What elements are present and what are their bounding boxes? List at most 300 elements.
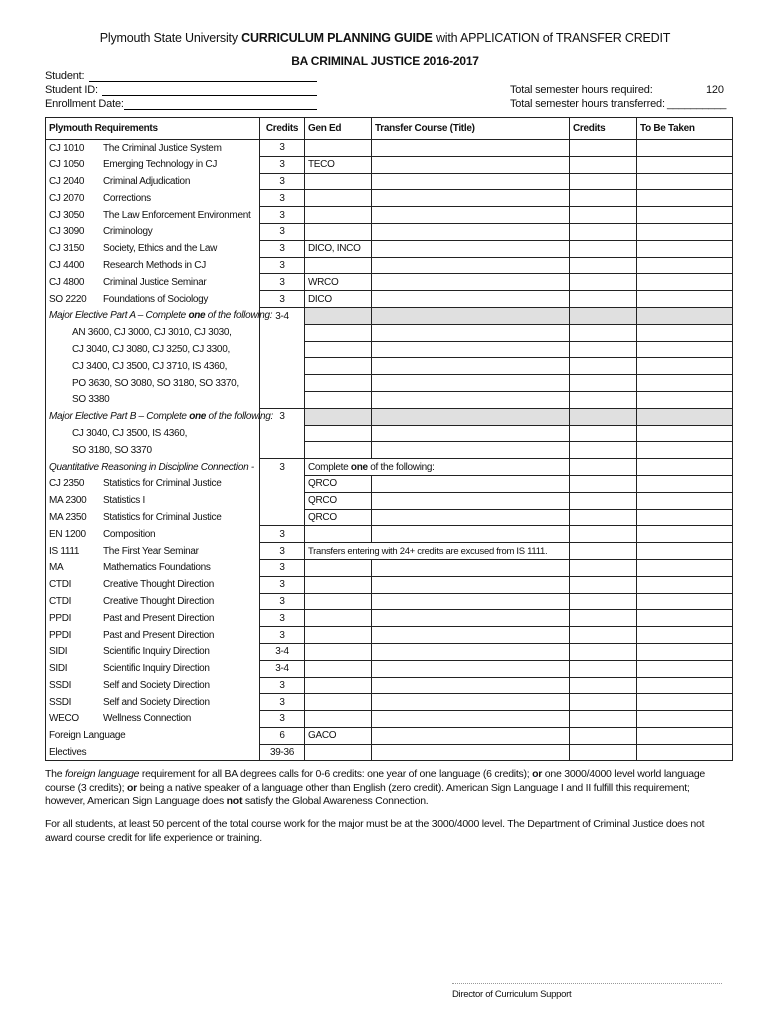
course-code: CTDI	[49, 579, 72, 591]
course-title: Self and Society Direction	[103, 696, 210, 708]
transfer-credits-cell[interactable]	[570, 375, 637, 392]
to-be-taken-cell[interactable]	[637, 358, 733, 375]
credits-cell	[260, 341, 305, 358]
qr-note-cell	[305, 459, 570, 476]
gen-ed-cell: QRCO	[305, 492, 372, 509]
to-be-taken-cell[interactable]	[637, 677, 733, 694]
credits-cell	[260, 358, 305, 375]
elective-options-cell: CJ 3400, CJ 3500, CJ 3710, IS 4360,	[46, 358, 260, 375]
credits-cell: 3	[260, 207, 305, 224]
transfer-credits-cell[interactable]	[570, 711, 637, 728]
gen-ed-cell	[305, 677, 372, 694]
transfer-course-cell[interactable]	[372, 475, 570, 492]
transfer-course-cell[interactable]	[372, 240, 570, 257]
course-code: SSDI	[49, 696, 72, 708]
credits-cell	[260, 509, 305, 526]
qr-label-cell: Quantitative Reasoning in Discipline Connection -	[46, 459, 260, 476]
transfer-course-cell[interactable]	[372, 257, 570, 274]
to-be-taken-cell[interactable]	[637, 156, 733, 173]
table-row	[46, 459, 733, 476]
requirement-cell	[46, 610, 260, 627]
transfer-credits-cell[interactable]	[570, 391, 637, 408]
requirement-cell	[46, 207, 260, 224]
gen-ed-cell	[305, 593, 372, 610]
transfer-credits-cell[interactable]	[570, 475, 637, 492]
to-be-taken-cell[interactable]	[637, 341, 733, 358]
credits-cell: 3-4	[260, 643, 305, 660]
course-title: Scientific Inquiry Direction	[103, 646, 210, 658]
gen-ed-cell: GACO	[305, 727, 372, 744]
requirement-cell	[46, 526, 260, 543]
to-be-taken-cell[interactable]	[637, 190, 733, 207]
transfer-credits-cell[interactable]	[570, 442, 637, 459]
course-code: IS 1111	[49, 545, 80, 557]
gen-ed-cell	[305, 408, 372, 425]
course-code: CJ 3150	[49, 243, 85, 255]
credits-cell: 3	[260, 593, 305, 610]
transfer-course-cell[interactable]	[372, 324, 570, 341]
transfer-credits-cell[interactable]	[570, 274, 637, 291]
to-be-taken-cell[interactable]	[637, 240, 733, 257]
student-id-label: Student ID:	[45, 84, 98, 96]
course-title: Society, Ethics and the Law	[103, 243, 218, 255]
course-title: Criminal Justice Seminar	[103, 276, 207, 288]
elective-label-cell	[46, 307, 273, 324]
qr-note-bold: one	[350, 461, 368, 473]
course-code: SSDI	[49, 679, 72, 691]
course-title: Statistics for Criminal Justice	[103, 478, 222, 490]
course-title: Past and Present Direction	[103, 612, 215, 624]
to-be-taken-cell[interactable]	[637, 425, 733, 442]
transfer-course-cell[interactable]	[372, 391, 570, 408]
table-row	[46, 425, 733, 442]
requirement-cell	[46, 509, 260, 526]
elective-label-cell	[46, 408, 273, 425]
to-be-taken-cell	[637, 307, 733, 324]
elective-label: Major Elective Part A	[49, 310, 136, 322]
table-row	[46, 643, 733, 660]
transfer-course-cell[interactable]	[372, 190, 570, 207]
course-title: The First Year Seminar	[103, 545, 199, 557]
credits-cell	[260, 475, 305, 492]
to-be-taken-cell[interactable]	[637, 660, 733, 677]
course-title: Creative Thought Direction	[103, 595, 214, 607]
col-header-requirements: Plymouth Requirements	[46, 118, 260, 140]
transfer-credits-cell	[570, 307, 637, 324]
transfer-credits-cell[interactable]	[570, 576, 637, 593]
to-be-taken-cell[interactable]	[637, 627, 733, 644]
student-field[interactable]	[89, 81, 317, 82]
credits-cell: 3	[260, 223, 305, 240]
student-id-field[interactable]	[102, 95, 317, 96]
to-be-taken-cell[interactable]	[637, 643, 733, 660]
col-header-gen-ed: Gen Ed	[305, 118, 372, 140]
gen-ed-cell	[305, 694, 372, 711]
credits-cell: 3	[260, 543, 305, 560]
transfer-course-cell[interactable]	[372, 341, 570, 358]
transfer-credits-cell	[570, 408, 637, 425]
to-be-taken-cell[interactable]	[637, 223, 733, 240]
to-be-taken-cell[interactable]	[637, 442, 733, 459]
table-row	[46, 593, 733, 610]
requirement-cell	[46, 492, 260, 509]
table-row	[46, 341, 733, 358]
elective-label: – Complete	[136, 411, 190, 423]
elective-label-bold: one	[188, 310, 206, 322]
gen-ed-cell	[305, 660, 372, 677]
table-row	[46, 391, 733, 408]
transfer-credits-cell[interactable]	[570, 425, 637, 442]
elective-label: of the following:	[205, 310, 273, 322]
gen-ed-cell	[305, 526, 372, 543]
course-title: Emerging Technology in CJ	[103, 159, 218, 171]
gen-ed-cell	[305, 711, 372, 728]
to-be-taken-cell[interactable]	[637, 711, 733, 728]
transfer-credits-cell[interactable]	[570, 173, 637, 190]
table-row	[46, 156, 733, 173]
to-be-taken-cell[interactable]	[637, 576, 733, 593]
to-be-taken-cell[interactable]	[637, 274, 733, 291]
transfer-credits-cell[interactable]	[570, 559, 637, 576]
credits-cell: 3	[260, 459, 305, 476]
course-title: Creative Thought Direction	[103, 579, 214, 591]
hours-required-value: 120	[706, 84, 724, 96]
gen-ed-cell	[305, 190, 372, 207]
table-row	[46, 375, 733, 392]
requirement-cell	[46, 576, 260, 593]
col-header-transfer-credits: Credits	[570, 118, 637, 140]
elective-options-cell: SO 3380	[46, 391, 260, 408]
qr-note: of the following:	[367, 461, 435, 473]
course-code: CJ 1010	[49, 142, 85, 154]
elective-options-cell: CJ 3040, CJ 3080, CJ 3250, CJ 3300,	[46, 341, 260, 358]
requirement-cell	[46, 643, 260, 660]
table-row	[46, 442, 733, 459]
to-be-taken-cell[interactable]	[637, 593, 733, 610]
transfer-credits-cell[interactable]	[570, 156, 637, 173]
transfer-course-cell[interactable]	[372, 274, 570, 291]
transfer-credits-cell[interactable]	[570, 190, 637, 207]
to-be-taken-cell[interactable]	[637, 391, 733, 408]
credits-cell: 3	[260, 711, 305, 728]
transfer-credits-cell[interactable]	[570, 744, 637, 761]
course-title: Research Methods in CJ	[103, 259, 206, 271]
requirement-cell	[46, 190, 260, 207]
to-be-taken-cell[interactable]	[637, 375, 733, 392]
to-be-taken-cell[interactable]	[637, 559, 733, 576]
requirement-cell	[46, 711, 260, 728]
transfer-course-cell[interactable]	[372, 727, 570, 744]
requirement-cell	[46, 257, 260, 274]
table-header-row	[46, 118, 733, 140]
table-row	[46, 711, 733, 728]
table-row	[46, 257, 733, 274]
transfer-course-cell[interactable]	[372, 643, 570, 660]
to-be-taken-cell[interactable]	[637, 543, 733, 560]
table-row	[46, 727, 733, 744]
table-row	[46, 173, 733, 190]
credits-cell: 3	[260, 173, 305, 190]
course-title: Mathematics Foundations	[103, 562, 211, 574]
table-row	[46, 358, 733, 375]
requirement-cell	[46, 475, 260, 492]
transfer-credits-cell[interactable]	[570, 526, 637, 543]
elective-label: Major Elective Part B	[49, 411, 137, 423]
transfer-course-cell[interactable]	[372, 593, 570, 610]
course-title: Statistics I	[103, 495, 145, 507]
credits-cell: 3	[260, 257, 305, 274]
note-text-bold: or	[126, 781, 137, 794]
table-row	[46, 627, 733, 644]
transfer-course-cell	[372, 307, 570, 324]
transfer-course-cell[interactable]	[372, 559, 570, 576]
requirement-cell	[46, 660, 260, 677]
credits-cell: 3	[260, 526, 305, 543]
requirement-cell	[46, 593, 260, 610]
table-row	[46, 694, 733, 711]
transfer-credits-cell[interactable]	[570, 324, 637, 341]
transfer-course-cell[interactable]	[372, 610, 570, 627]
transfer-course-cell[interactable]	[372, 375, 570, 392]
elective-label-bold: one	[189, 411, 207, 423]
title-post: with APPLICATION of TRANSFER CREDIT	[432, 31, 671, 45]
qr-note: Complete	[308, 461, 351, 473]
credits-cell: 3	[260, 627, 305, 644]
to-be-taken-cell[interactable]	[637, 610, 733, 627]
course-code: PPDI	[49, 629, 72, 641]
transfer-credits-cell[interactable]	[570, 610, 637, 627]
requirement-cell	[46, 173, 260, 190]
transfer-course-cell[interactable]	[372, 526, 570, 543]
gen-ed-cell	[305, 442, 372, 459]
gen-ed-cell	[305, 207, 372, 224]
transfer-course-cell[interactable]	[372, 140, 570, 157]
gen-ed-cell	[305, 559, 372, 576]
to-be-taken-cell[interactable]	[637, 744, 733, 761]
table-row	[46, 509, 733, 526]
to-be-taken-cell[interactable]	[637, 207, 733, 224]
table-row	[46, 559, 733, 576]
gen-ed-cell	[305, 744, 372, 761]
gen-ed-cell	[305, 576, 372, 593]
course-code: CJ 2350	[49, 478, 85, 490]
requirement-cell	[46, 223, 260, 240]
transfer-credits-cell[interactable]	[570, 694, 637, 711]
requirement-cell	[46, 627, 260, 644]
table-row	[46, 190, 733, 207]
transfer-credits-cell[interactable]	[570, 627, 637, 644]
transfer-course-cell	[372, 408, 570, 425]
transfer-credits-cell[interactable]	[570, 240, 637, 257]
to-be-taken-cell	[637, 408, 733, 425]
credits-cell: 3	[260, 140, 305, 157]
course-code: MA 2350	[49, 511, 87, 523]
hours-transferred-field[interactable]: __________	[667, 98, 727, 110]
course-code: CTDI	[49, 595, 72, 607]
transfer-credits-cell[interactable]	[570, 223, 637, 240]
title-bold: CURRICULUM PLANNING GUIDE	[241, 31, 433, 45]
document-title	[0, 31, 770, 45]
requirement-cell	[46, 694, 260, 711]
course-title: The Law Enforcement Environment	[103, 209, 251, 221]
to-be-taken-cell[interactable]	[637, 257, 733, 274]
transfer-course-cell[interactable]	[372, 358, 570, 375]
credits-cell: 3	[260, 240, 305, 257]
transfer-credits-cell[interactable]	[570, 358, 637, 375]
elective-options-cell: PO 3630, SO 3080, SO 3180, SO 3370,	[46, 375, 260, 392]
col-header-to-be-taken: To Be Taken	[637, 118, 733, 140]
table-row	[46, 526, 733, 543]
program-title: BA CRIMINAL JUSTICE 2016-2017	[291, 54, 479, 68]
course-title: Statistics for Criminal Justice	[103, 511, 222, 523]
course-title: Past and Present Direction	[103, 629, 215, 641]
enrollment-date-field[interactable]	[124, 109, 317, 110]
transfer-credits-cell[interactable]	[570, 543, 637, 560]
credits-cell	[260, 492, 305, 509]
transfer-credits-cell[interactable]	[570, 509, 637, 526]
transfer-credits-cell[interactable]	[570, 257, 637, 274]
credits-cell	[260, 425, 305, 442]
table-row	[46, 307, 733, 324]
credits-cell: 3	[260, 677, 305, 694]
transfer-credits-cell[interactable]	[570, 492, 637, 509]
hours-required-label: Total semester hours required:	[510, 84, 653, 96]
transfer-credits-cell[interactable]	[570, 291, 637, 308]
student-label: Student:	[45, 70, 85, 82]
transfer-credits-cell[interactable]	[570, 660, 637, 677]
signature-line	[452, 983, 722, 984]
gen-ed-cell: DICO	[305, 291, 372, 308]
title-pre: Plymouth State University	[99, 31, 242, 45]
transfer-course-cell[interactable]	[372, 694, 570, 711]
gen-ed-note-cell: Transfers entering with 24+ credits are excused from IS 1111.	[305, 543, 570, 560]
credits-cell: 3	[260, 610, 305, 627]
table-row	[46, 744, 733, 761]
table-row	[46, 207, 733, 224]
course-code: CJ 4400	[49, 259, 85, 271]
to-be-taken-cell[interactable]	[637, 526, 733, 543]
course-code: CJ 3050	[49, 209, 85, 221]
transfer-course-cell[interactable]	[372, 156, 570, 173]
transfer-credits-cell[interactable]	[570, 593, 637, 610]
gen-ed-cell	[305, 610, 372, 627]
transfer-course-cell[interactable]	[372, 660, 570, 677]
course-title: Criminology	[103, 226, 153, 238]
gen-ed-cell: DICO, INCO	[305, 240, 372, 257]
gen-ed-cell	[305, 341, 372, 358]
course-code: WECO	[49, 713, 79, 725]
enrollment-date-label: Enrollment Date:	[45, 98, 124, 110]
elective-options-cell: AN 3600, CJ 3000, CJ 3010, CJ 3030,	[46, 324, 260, 341]
gen-ed-cell	[305, 375, 372, 392]
transfer-course-cell[interactable]	[372, 442, 570, 459]
credits-cell: 3	[260, 694, 305, 711]
course-title: Wellness Connection	[103, 713, 192, 725]
gen-ed-cell	[305, 140, 372, 157]
credits-cell: 3	[260, 291, 305, 308]
course-code: MA 2300	[49, 495, 87, 507]
to-be-taken-cell[interactable]	[637, 727, 733, 744]
to-be-taken-cell[interactable]	[637, 173, 733, 190]
gen-ed-cell	[305, 627, 372, 644]
transfer-course-cell[interactable]	[372, 207, 570, 224]
transfer-credits-cell[interactable]	[570, 341, 637, 358]
transfer-course-cell[interactable]	[372, 576, 570, 593]
table-row	[46, 677, 733, 694]
transfer-credits-cell[interactable]	[570, 643, 637, 660]
course-title: Foundations of Sociology	[103, 293, 209, 305]
transfer-credits-cell[interactable]	[570, 727, 637, 744]
elective-label: – Complete	[135, 310, 189, 322]
note-text: being a native speaker of a language other than English (zero credit). American Sign Language I and II fulfill this requirement; however, American Sign Language does	[45, 781, 690, 807]
transfer-course-cell[interactable]	[372, 173, 570, 190]
to-be-taken-cell[interactable]	[637, 492, 733, 509]
gen-ed-cell	[305, 173, 372, 190]
course-code: CJ 2070	[49, 192, 85, 204]
transfer-course-cell[interactable]	[372, 509, 570, 526]
requirement-cell	[46, 291, 260, 308]
note-text-bold: not	[226, 795, 243, 807]
transfer-credits-cell[interactable]	[570, 459, 637, 476]
transfer-course-cell[interactable]	[372, 744, 570, 761]
to-be-taken-cell[interactable]	[637, 475, 733, 492]
signature-label: Director of Curriculum Support	[452, 989, 572, 1000]
transfer-course-cell[interactable]	[372, 291, 570, 308]
course-code: CJ 1050	[49, 159, 85, 171]
gen-ed-cell	[305, 307, 372, 324]
col-header-transfer-course: Transfer Course (Title)	[372, 118, 570, 140]
transfer-course-cell[interactable]	[372, 677, 570, 694]
course-code: CJ 3090	[49, 226, 85, 238]
transfer-course-cell[interactable]	[372, 492, 570, 509]
transfer-course-cell[interactable]	[372, 627, 570, 644]
credits-cell	[260, 391, 305, 408]
transfer-course-cell[interactable]	[372, 223, 570, 240]
to-be-taken-cell[interactable]	[637, 324, 733, 341]
to-be-taken-cell[interactable]	[637, 291, 733, 308]
course-title: Composition	[103, 528, 156, 540]
table-row	[46, 223, 733, 240]
table-row	[46, 324, 733, 341]
credits-cell: 3	[260, 156, 305, 173]
gen-ed-cell: WRCO	[305, 274, 372, 291]
transfer-course-cell[interactable]	[372, 711, 570, 728]
gen-ed-cell	[305, 425, 372, 442]
to-be-taken-cell[interactable]	[637, 459, 733, 476]
to-be-taken-cell[interactable]	[637, 694, 733, 711]
transfer-credits-cell[interactable]	[570, 207, 637, 224]
transfer-credits-cell[interactable]	[570, 677, 637, 694]
table-row	[46, 475, 733, 492]
transfer-credits-cell[interactable]	[570, 140, 637, 157]
note-text: The	[45, 768, 66, 780]
to-be-taken-cell[interactable]	[637, 140, 733, 157]
course-code: PPDI	[49, 612, 72, 624]
table-row	[46, 660, 733, 677]
to-be-taken-cell[interactable]	[637, 509, 733, 526]
requirement-cell	[46, 274, 260, 291]
table-row	[46, 291, 733, 308]
gen-ed-cell: QRCO	[305, 509, 372, 526]
credits-cell: 3	[260, 576, 305, 593]
elective-label: of the following:	[206, 411, 273, 423]
gen-ed-cell	[305, 358, 372, 375]
table-row	[46, 610, 733, 627]
transfer-course-cell[interactable]	[372, 425, 570, 442]
electives-cell: Electives	[46, 744, 260, 761]
curriculum-table	[45, 117, 733, 761]
course-title: The Criminal Justice System	[103, 142, 222, 154]
